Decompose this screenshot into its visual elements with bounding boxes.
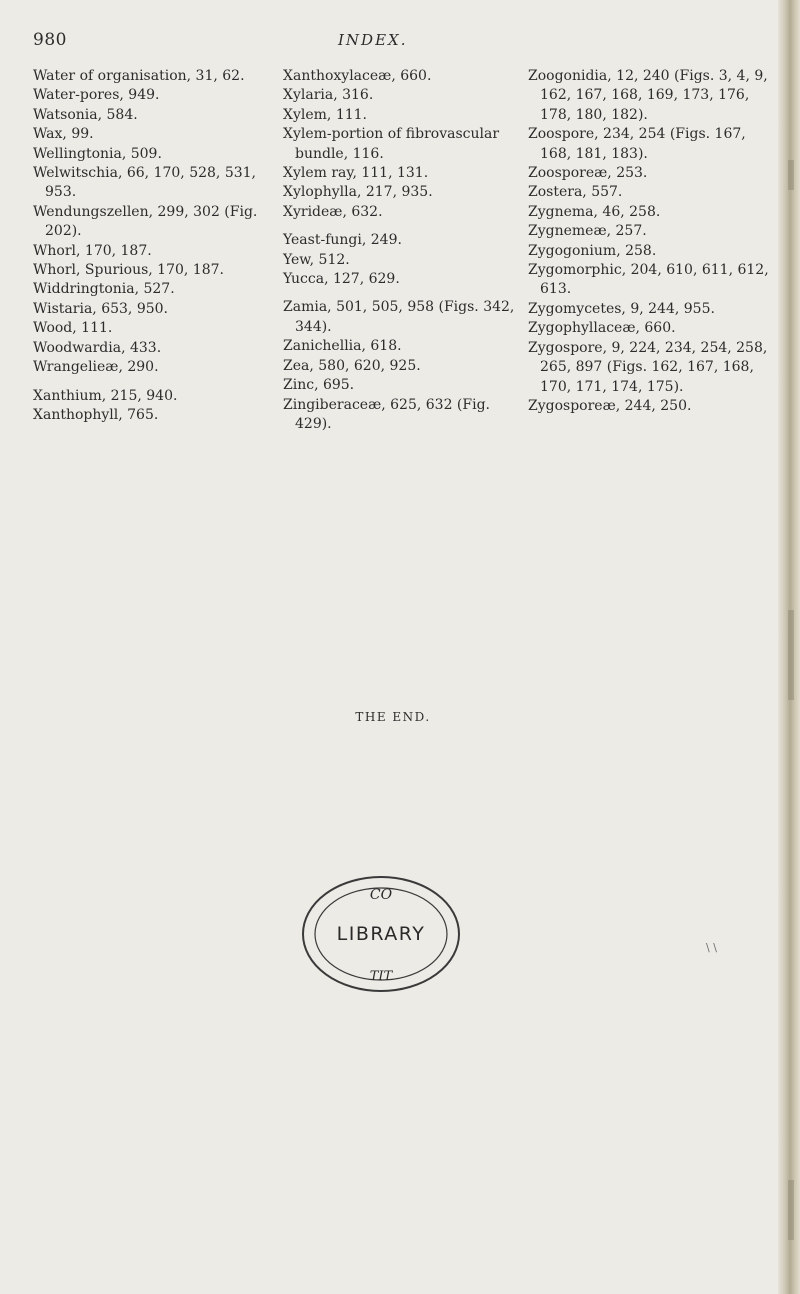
index-entry: Water of organisation, 31, 62. [33, 68, 245, 84]
edge-stain [788, 610, 794, 700]
index-entry: Zamia, 501, 505, 958 (Figs. 342, 344). [283, 299, 515, 335]
index-entry: Xylem ray, 111, 131. [283, 165, 429, 182]
the-end-heading: THE END. [355, 710, 431, 724]
index-entry: Xanthium, 215, 940. [33, 387, 178, 404]
index-entry: Wellingtonia, 509. [33, 145, 162, 162]
edge-stain [788, 1180, 794, 1240]
index-entry: Zoosporeæ, 253. [528, 165, 648, 182]
page-edge [778, 0, 800, 1294]
index-entry: Zingiberaceæ, 625, 632 (Fig. 429). [283, 396, 490, 432]
stamp-top-text: CO [369, 887, 393, 903]
index-column-2 [283, 67, 523, 434]
index-entry: Xyrideæ, 632. [283, 203, 383, 220]
index-entry: Zea, 580, 620, 925. [283, 357, 421, 374]
index-entry: Widdringtonia, 527. [33, 281, 175, 298]
index-entry: Xanthophyll, 765. [33, 406, 159, 423]
index-entry: Xanthoxylaceæ, 660. [283, 68, 432, 84]
index-entry: Zygogonium, 258. [528, 242, 657, 259]
index-entry: Zostera, 557. [528, 184, 623, 201]
stamp-bottom-text: TIT [369, 969, 393, 984]
index-entry: Zoospore, 234, 254 (Figs. 167, 168, 181, 183). [528, 126, 746, 162]
index-entry: Zoogonidia, 12, 240 (Figs. 3, 4, 9, 162, 167, 168, 169, 173, 176, 178, 180, 182). [528, 68, 768, 123]
page-number: 980 [33, 30, 67, 50]
index-entry: Zygomorphic, 204, 610, 611, 612, 613. [528, 262, 769, 298]
index-entry: Welwitschia, 66, 170, 528, 531, 953. [33, 165, 256, 201]
index-entry: Xylem, 111. [283, 106, 367, 123]
index-entry: Whorl, Spurious, 170, 187. [33, 262, 224, 279]
index-entry: Xylem-portion of fibrovascular bundle, 116. [283, 126, 500, 162]
index-entry: Zygnemeæ, 257. [528, 223, 647, 240]
edge-stain [788, 160, 794, 190]
margin-mark: \ \ [706, 941, 717, 954]
library-stamp [296, 872, 466, 996]
index-entry: Xylaria, 316. [283, 87, 374, 104]
index-entry: Wax, 99. [33, 126, 94, 143]
index-column-1 [33, 67, 273, 425]
index-entry: Wrangelieæ, 290. [33, 359, 159, 376]
index-entry: Whorl, 170, 187. [33, 242, 152, 259]
index-entry: Zygospore, 9, 224, 234, 254, 258, 265, 897 (Figs. 162, 167, 168, 170, 171, 174, 175). [528, 339, 768, 395]
index-entry: Yew, 512. [283, 251, 350, 268]
index-entry: Zanichellia, 618. [283, 338, 402, 355]
index-entry: Wood, 111. [33, 320, 113, 337]
stamp-center-text: LIBRARY [336, 923, 426, 945]
index-entry: Water-pores, 949. [33, 87, 160, 104]
index-entry: Woodwardia, 433. [33, 339, 162, 356]
index-entry: Watsonia, 584. [33, 106, 138, 123]
index-column-3 [528, 67, 778, 416]
index-entry: Zinc, 695. [283, 377, 355, 394]
index-entry: Zygophyllaceæ, 660. [528, 320, 676, 337]
index-entry: Yeast-fungi, 249. [283, 232, 402, 249]
index-entry: Zygomycetes, 9, 244, 955. [528, 300, 715, 317]
index-entry: Wendungszellen, 299, 302 (Fig. 202). [33, 203, 258, 240]
index-entry: Wistaria, 653, 950. [33, 300, 168, 317]
index-entry: Yucca, 127, 629. [283, 271, 400, 288]
index-entry: Xylophylla, 217, 935. [283, 184, 433, 201]
running-head: INDEX. [338, 31, 408, 49]
index-entry: Zygnema, 46, 258. [528, 203, 661, 220]
index-entry: Zygosporeæ, 244, 250. [528, 397, 692, 414]
